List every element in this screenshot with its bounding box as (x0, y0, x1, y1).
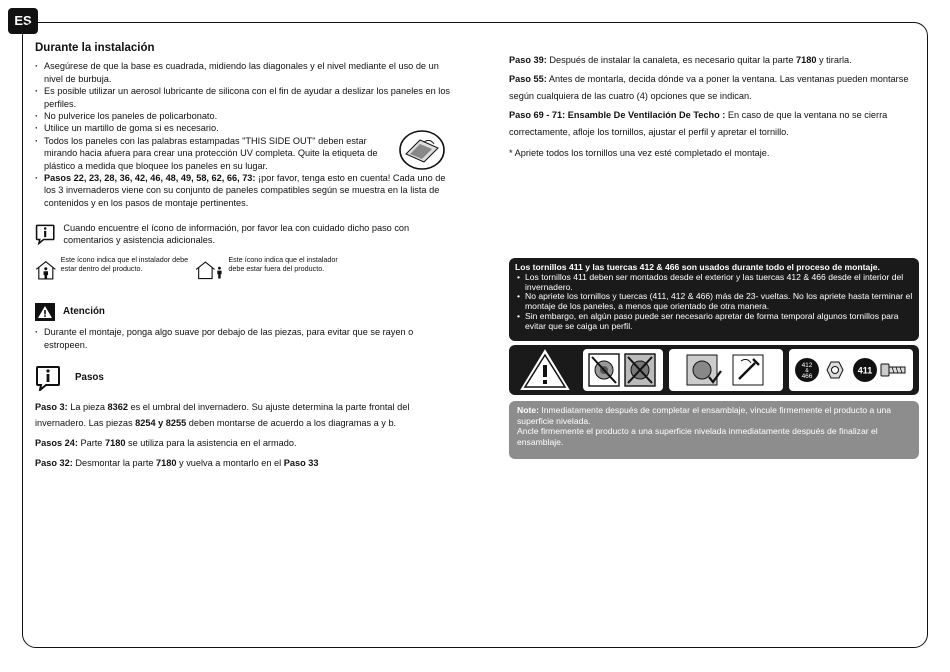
house-inside-item (35, 255, 195, 285)
house-icons-row (35, 255, 455, 285)
anchor-note-line1 (517, 405, 911, 426)
anchor-note-line2: Ancle firmemente el producto a una superficie nivelada inmediatamente después de finalizar el ensamblaje. (517, 426, 878, 447)
part-number: 8362 (107, 402, 128, 413)
bullet-item: · Es posible utilizar un aerosol lubricante de silicona con el fin de ayudar a deslizar los paneles en los perfiles. (35, 85, 455, 110)
nut-label-bottom: 466 (801, 373, 813, 380)
info-icon (35, 221, 55, 247)
right-column (509, 52, 919, 164)
attention-header (35, 303, 455, 321)
bullet-item: · Utilice un martillo de goma si es necesario. (35, 122, 455, 134)
step-reference: Paso 33 (283, 458, 319, 469)
step-text: deben montarse de acuerdo a los diagramas a y b. (186, 418, 397, 429)
left-column (35, 42, 455, 471)
step-label: Paso 69 - 71: Ensamble De Ventilación De Techo : (509, 110, 726, 120)
step-label: Paso 39: (509, 55, 547, 65)
anchor-note-box (509, 401, 919, 459)
step-text: y tirarla. (816, 55, 852, 65)
step-text: Antes de montarla, decida dónde va a poner la ventana. Las ventanas pueden montarse según cualquiera de las cuatro (4) opciones que se indican. (509, 74, 909, 101)
tighten-check-icon (669, 349, 783, 391)
screws-box-item: • Los tornillos 411 deben ser montados desde el exterior y las tuercas 412 & 466 desde el interior del invernadero. (515, 273, 913, 293)
step-69-71 (509, 107, 919, 141)
pasos-list-label: Pasos 22, 23, 28, 36, 42, 46, 48, 49, 58, 62, 66, 73: (44, 173, 256, 184)
step-text: se utiliza para la asistencia en el armado. (125, 438, 297, 449)
note-text: Inmediatamente después de completar el ensamblaje, vincule firmemente el producto a una superficie nivelada. (517, 405, 892, 426)
screw-icons-strip (509, 345, 919, 395)
info-explanation (35, 221, 455, 247)
step-label: Paso 3: (35, 402, 68, 413)
bullet-item: · Todos los paneles con las palabras estampadas "THIS SIDE OUT" deben estar mirando hacia afuera para crear una protección UV completa. Quite la etiqueta de plástico a medida que bloquee los paneles en su lugar. (35, 135, 455, 172)
info-icon (35, 365, 61, 391)
house-inside-icon (35, 255, 57, 285)
no-overtighten-icon (583, 349, 663, 391)
screws-info-box (509, 258, 919, 341)
pasos-header (35, 365, 455, 391)
step-label: Paso 55: (509, 74, 547, 84)
step-text: En caso de que la ventana no se cierra correctamente, afloje los tornillos, ajustar el perfil y apretar el tornillo. (509, 110, 888, 137)
install-title: Durante la instalación (35, 42, 155, 54)
step-text: La pieza (67, 402, 108, 413)
house-inside-text: Este ícono indica que el instalador debe estar dentro del producto. (60, 255, 189, 274)
step-label: Paso 32: (35, 458, 73, 469)
info-text: Cuando encuentre el ícono de información, por favor lea con cuidado dicho paso con comentarios y asistencia adicionales. (63, 223, 410, 246)
caution-triangle-icon (515, 345, 575, 395)
house-outside-icon (195, 255, 224, 285)
step-3 (35, 399, 455, 431)
bullet-item: · Asegúrese de que la base es cuadrada, midiendo las diagonales y el nivel mediante el uso de un nivel de burbuja. (35, 60, 455, 85)
screws-box-item: • No apriete los tornillos y tuercas (411, 412 & 466) más de 23- vueltas. No los apriete hasta terminar el montaje de los paneles, a menos que orientado de otra manera. (515, 292, 913, 312)
step-text: Parte (77, 438, 105, 449)
panel-stamp-icon (398, 128, 480, 172)
attention-text: · Durante el montaje, ponga algo suave por debajo de las piezas, para evitar que se rayen o estropeen. (35, 326, 455, 351)
house-outside-text: Este ícono indica que el instalador debe estar fuera del producto. (228, 255, 338, 274)
screw-parts-panel (789, 349, 913, 391)
bullet-item-pasos (35, 172, 455, 209)
language-tag: ES (8, 8, 38, 34)
bullet-item: · No pulverice los paneles de policarbonato. (35, 110, 455, 122)
install-bullets (35, 60, 455, 209)
note-label: Note: (517, 405, 539, 415)
part-number: 7180 (156, 458, 177, 469)
attention-bullets (35, 326, 455, 351)
tighten-check-panel (669, 349, 783, 391)
part-number: 8254 y 8255 (135, 418, 187, 429)
step-32 (35, 455, 455, 471)
step-24 (35, 435, 455, 451)
step-39 (509, 52, 919, 69)
step-text: Después de instalar la canaleta, es necesario quitar la parte (546, 55, 797, 65)
screws-box-title: Los tornillos 411 y las tuercas 412 & 466 son usados durante todo el proceso de montaje. (515, 262, 880, 272)
step-text: y vuelva a montarlo en el (176, 458, 284, 469)
step-text: es el umbral del invernadero. Su ajuste determina la parte frontal del invernadero. Las piezas (35, 402, 410, 429)
screw-parts-icons (789, 349, 913, 391)
pasos-title: Pasos (75, 371, 104, 383)
screws-box-item: • Sin embargo, en algún paso puede ser necesario apretar de forma temporal algunos tornillos para evitar que se caiga un perfil. (515, 312, 913, 332)
part-number: 7180 (796, 55, 817, 65)
warning-icon (35, 303, 55, 321)
screw-label: 411 (857, 365, 873, 376)
step-label: Pasos 24: (35, 438, 78, 449)
nut-label-mid: & (805, 368, 809, 374)
screws-box-list (515, 273, 913, 332)
tighten-note: * Apriete todos los tornillos una vez esté completado el montaje. (509, 148, 770, 158)
house-outside-item (195, 255, 355, 285)
no-overtighten-panel (583, 349, 663, 391)
nut-label-top: 412 (801, 362, 813, 369)
attention-title: Atención (63, 306, 105, 318)
step-text: Desmontar la parte (72, 458, 157, 469)
pasos-list-text: ¡por favor, tenga esto en cuenta! Cada uno de los 3 invernaderos viene con su conjunto de paneles compatibles según se muestra en la lista de contenidos y en los pasos de montaje pertinentes. (44, 173, 446, 208)
step-55 (509, 71, 919, 105)
part-number: 7180 (104, 438, 126, 449)
